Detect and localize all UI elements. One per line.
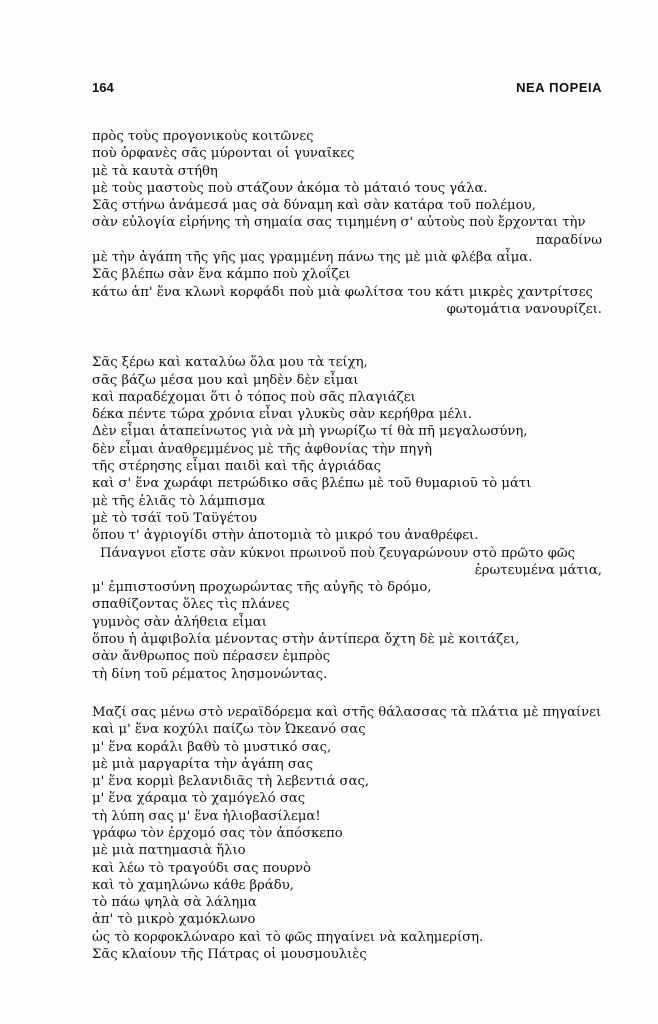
poem-line: Μαζί σας μένω στὸ νεραϊδόρεμα καὶ στῆς θάλασσας τὰ πλάτια μὲ πηγαίνει xyxy=(92,704,602,720)
stanza xyxy=(92,354,602,683)
poem-line: μὲ τὰ καυτὰ στήθη xyxy=(92,163,218,179)
stanza-gap xyxy=(92,683,602,704)
poem-line: μ' ἕνα κοράλι βαθὺ τὸ μυστικό σας, xyxy=(92,739,332,755)
poem-line: γυμνὸς σὰν ἀλήθεια εἶμαι xyxy=(92,614,267,630)
running-title: ΝΕΑ ΠΟΡΕΙΑ xyxy=(516,80,602,95)
poem-line: μὲ μιὰ πατημασιὰ ἥλιο xyxy=(92,843,246,859)
stanza xyxy=(92,704,602,963)
poem-line: σὰν εὐλογία εἰρήνης τὴ σημαία σας τιμημένη σ' αὐτοὺς ποὺ ἔρχονται τὴν xyxy=(92,215,586,231)
poem-line: μ' ἕνα χάραμα τὸ χαμόγελό σας xyxy=(92,791,306,807)
poem-line: κάτω ἀπ' ἕνα κλωνὶ κορφάδι ποὺ μιὰ φωλίτσα του κάτι μικρὲς χαντρίτσες xyxy=(92,284,593,300)
poem-line: ἀπ' τὸ μικρὸ χαμόκλωνο xyxy=(92,912,256,928)
page-header xyxy=(92,80,602,100)
poem-line: μὲ τοὺς μαστοὺς ποὺ στάζουν ἀκόμα τὸ μάταιό τους γάλα. xyxy=(92,180,488,196)
poem-line: δέκα πέντε τώρα χρόνια εἶναι γλυκὺς σὰν κερήθρα μέλι. xyxy=(92,407,472,423)
poem-line: μ' ἕνα κορμὶ βελανιδιᾶς τὴ λεβεντιά σας, xyxy=(92,774,370,790)
poem-line: μὲ τῆς ἐλιᾶς τὸ λάμπισμα xyxy=(92,493,266,509)
poem-line: Σᾶς βλέπω σὰν ἕνα κάμπο ποὺ χλοΐζει xyxy=(92,267,351,283)
poem-line: καὶ παραδέχομαι ὅτι ὁ τόπος ποὺ σᾶς πλαγιάζει xyxy=(92,389,416,405)
poem-line: Σᾶς στήνω ἀνάμεσά μας σὰ δύναμη καὶ σὰν κατάρα τοῦ πολέμου, xyxy=(92,198,536,214)
poem-line: Δὲν εἶμαι ἀταπείνωτος γιὰ νὰ μὴ γνωρίζω τί θὰ πῆ μεγαλωσύνη, xyxy=(92,424,528,440)
poem-line: καὶ μ' ἕνα κοχύλι παίζω τὸν Ὠκεανό σας xyxy=(92,722,366,738)
poem-line: μὲ μιὰ μαργαρίτα τὴν ἀγάπη σας xyxy=(92,756,314,772)
poem-line: τὸ πάω ψηλὰ σὰ λάλημα xyxy=(92,895,257,911)
poem-line: καὶ σ' ἕνα χωράφι πετρώδικο σᾶς βλέπω μὲ τοῦ θυμαριοῦ τὸ μάτι xyxy=(92,476,532,492)
poem-line: σᾶς βάζω μέσα μου καὶ μηδὲν δὲν εἶμαι xyxy=(92,372,359,388)
poem-line: παραδίνω xyxy=(535,232,602,248)
poem-line: Σᾶς ξέρω καὶ καταλύω ὅλα μου τὰ τείχη, xyxy=(92,355,368,371)
poem-line: Πάναγνοι εἴστε σὰν κύκνοι πρωινοῦ ποὺ ζευγαρώνουν στὸ πρῶτο φῶς xyxy=(100,545,575,561)
stanza-gap xyxy=(92,318,602,354)
poem-line: ὅπου ἡ ἀμφιβολία μένοντας στὴν ἀντίπερα ὄχτη δὲ μὲ κοιτάζει, xyxy=(92,632,520,648)
poem-line: καὶ τὸ χαμηλώνω κάθε βράδυ, xyxy=(92,877,294,893)
poem-line: μὲ τὸ τσάϊ τοῦ Ταϋγέτου xyxy=(92,510,257,526)
poem-line: ἐρωτευμένα μάτια, xyxy=(474,562,602,578)
poem-line: σὰν ἄνθρωπος ποὺ πέρασεν ἐμπρὸς xyxy=(92,649,331,665)
stanza xyxy=(92,128,602,318)
poem-line: τὴ δίνη τοῦ ρέματος λησμονώντας. xyxy=(92,666,328,682)
poem-line: πρὸς τοὺς προγονικοὺς κοιτῶνες xyxy=(92,129,314,144)
poem-line: μ' ἐμπιστοσύνη προχωρώντας τῆς αὐγῆς τὸ δρόμο, xyxy=(92,580,432,596)
poem-line: τῆς στέρησης εἶμαι παιδὶ καὶ τῆς ἀγριάδας xyxy=(92,459,382,475)
poem-line: τὴ λύπη σας μ' ἕνα ἡλιοβασίλεμα! xyxy=(92,808,321,824)
page-number: 164 xyxy=(92,80,114,95)
poem-body xyxy=(92,128,602,963)
poem-line: δὲν εἶμαι ἀναθρεμμένος μὲ τῆς ἀφθονίας τὴν πηγὴ xyxy=(92,441,432,457)
poem-line: μὲ τὴν ἀγάπη τῆς γῆς μας γραμμένη πάνω της μὲ μιὰ φλέβα αἷμα. xyxy=(92,250,533,266)
poem-line: σπαθίζοντας ὅλες τὶς πλάνες xyxy=(92,597,290,613)
poem-line: φωτομάτια νανουρίζει. xyxy=(446,301,602,317)
poem-line: γράφω τὸν ἐρχομό σας τὸν ἀπόσκεπο xyxy=(92,825,343,841)
poem-line: ὡς τὸ κορφοκλώναρο καὶ τὸ φῶς πηγαίνει νὰ καλημερίση. xyxy=(92,929,484,945)
poem-line: καὶ λέω τὸ τραγούδι σας πουρνὸ xyxy=(92,860,311,876)
poem-line: ὅπου τ' ἀγριογίδι στὴν ἀποτομιὰ τὸ μικρό του ἀναθρέφει. xyxy=(92,528,479,544)
poem-line: ποὺ ὀρφανὲς σᾶς μύρονται οἱ γυναῖκες xyxy=(92,146,355,162)
poem-line: Σᾶς κλαίουν τῆς Πάτρας οἱ μουσμουλιὲς xyxy=(92,947,367,963)
